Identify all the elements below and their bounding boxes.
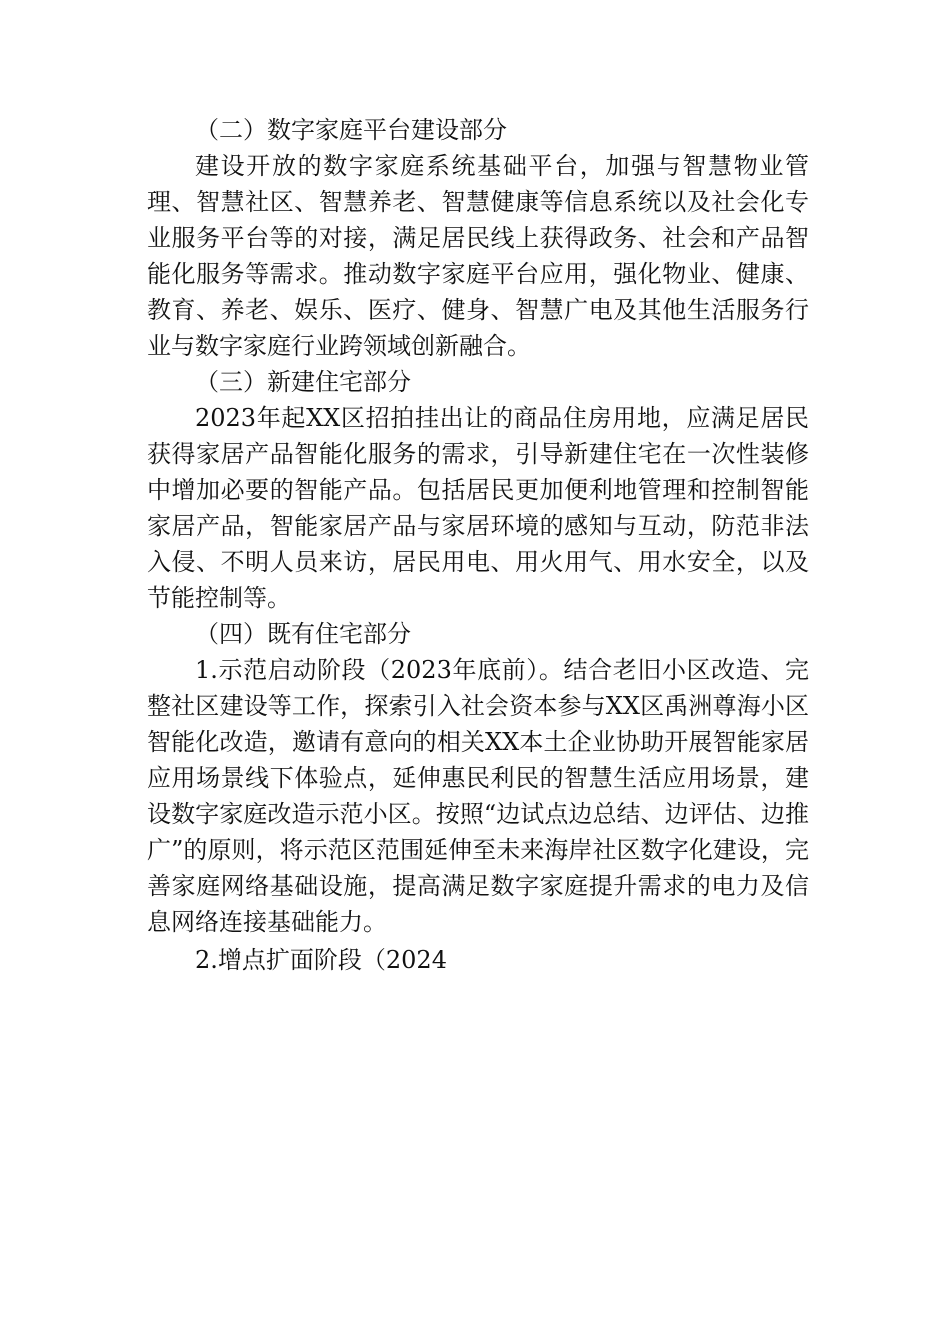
- paragraph-expansion-stage: 2.增点扩面阶段（2024: [195, 946, 447, 974]
- paragraph-new-housing: 2023年起XX区招拍挂出让的商品住房用地，应满足居民获得家居产品智能化服务的需求，引导新建住宅在一次性装修中增加必要的智能产品。包括居民更加便利地管理和控制智能家居产品，智能家居产品与家居环境的感知与互动，防范非法入侵、不明人员来访，居民用电、用火用气、用水安全，以及节能控制等。: [147, 404, 809, 612]
- section-heading-new-housing: （三）新建住宅部分: [195, 368, 411, 396]
- paragraph-demonstration-stage: 1.示范启动阶段（2023年底前）。结合老旧小区改造、完整社区建设等工作，探索引入社会资本参与XX区禹洲尊海小区智能化改造，邀请有意向的相关XX本土企业协助开展智能家居应用场景线下体验点，延伸惠民利民的智慧生活应用场景，建设数字家庭改造示范小区。按照“边试点边总结、边评估、边推广”的原则，将示范区范围延伸至未来海岸社区数字化建设，完善家庭网络基础设施，提高满足数字家庭提升需求的电力及信息网络连接基础能力。: [147, 656, 809, 936]
- section-heading-platform: （二）数字家庭平台建设部分: [195, 116, 507, 144]
- paragraph-platform: 建设开放的数字家庭系统基础平台，加强与智慧物业管理、智慧社区、智慧养老、智慧健康等信息系统以及社会化专业服务平台等的对接，满足居民线上获得政务、社会和产品智能化服务等需求。推动数字家庭平台应用，强化物业、健康、教育、养老、娱乐、医疗、健身、智慧广电及其他生活服务行业与数字家庭行业跨领域创新融合。: [147, 152, 809, 360]
- section-heading-existing-housing: （四）既有住宅部分: [195, 620, 411, 648]
- document-page: [147, 112, 809, 978]
